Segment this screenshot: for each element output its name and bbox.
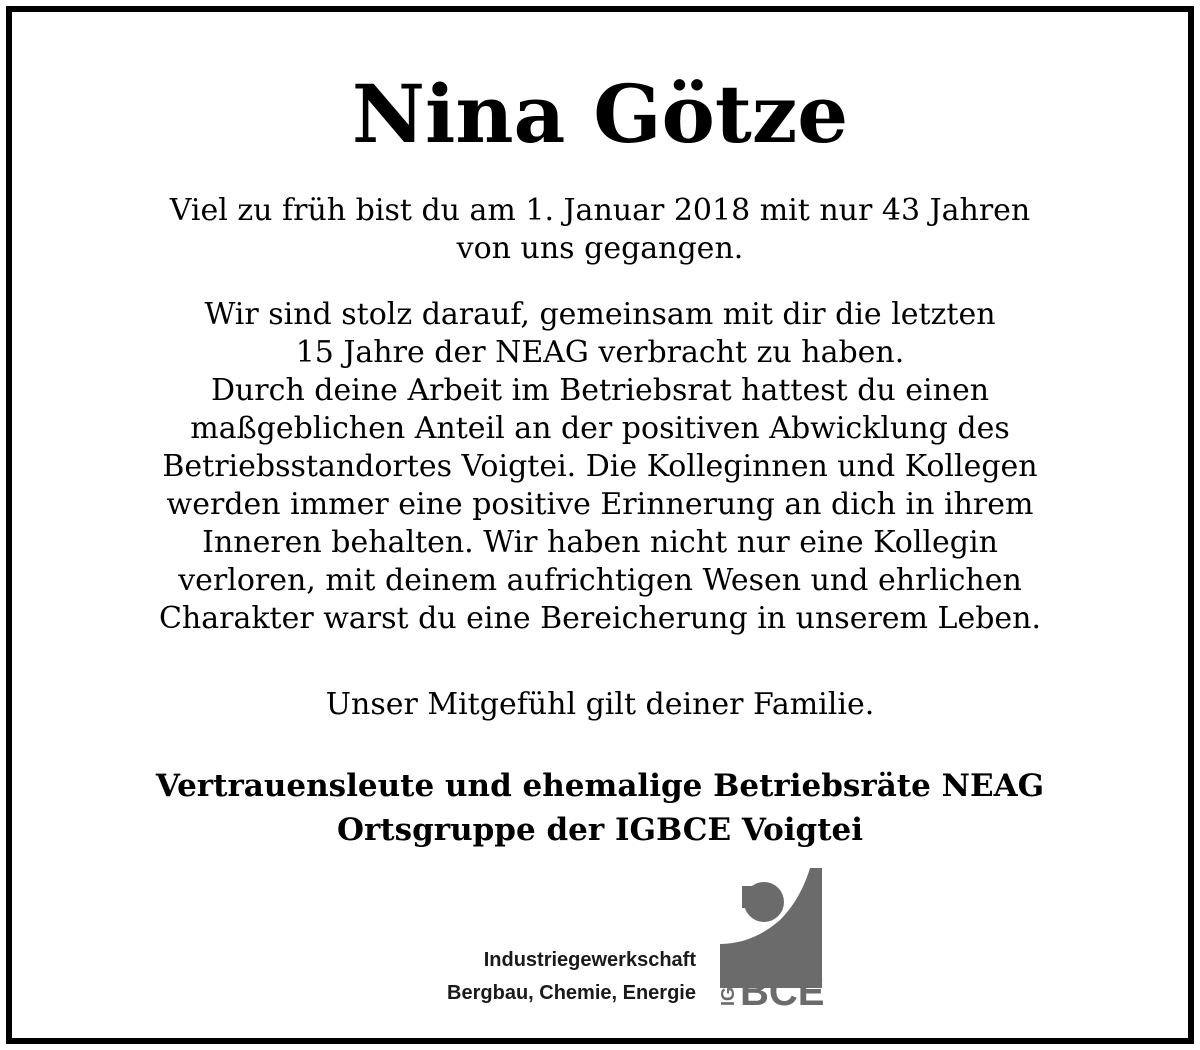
intro-paragraph <box>12 192 1188 268</box>
tribute-line: Durch deine Arbeit im Betriebsrat hattest du einen <box>210 373 990 408</box>
intro-line: von uns gegangen. <box>456 231 744 266</box>
tribute-line: Inneren behalten. Wir haben nicht nur eine Kollegin <box>202 525 998 560</box>
signature-block <box>12 764 1188 852</box>
signature-line: Ortsgruppe der IGBCE Voigtei <box>336 812 864 848</box>
tribute-line: maßgeblichen Anteil an der positiven Abwicklung des <box>190 411 1010 446</box>
tribute-line: Betriebsstandortes Voigtei. Die Kolleginnen und Kollegen <box>162 449 1038 484</box>
tribute-paragraph <box>12 296 1188 638</box>
condolence-paragraph <box>12 686 1188 724</box>
union-name-line: Bergbau, Chemie, Energie <box>447 982 696 1004</box>
tribute-line: werden immer eine positive Erinnerung an dich in ihrem <box>166 487 1034 522</box>
union-name-line: Industriegewerkschaft <box>483 949 696 971</box>
condolence-line: Unser Mitgefühl gilt deiner Familie. <box>325 687 875 722</box>
igbce-logo-icon <box>712 862 832 1012</box>
intro-line: Viel zu früh bist du am 1. Januar 2018 mit nur 43 Jahren <box>169 193 1031 228</box>
logo-mark-ig: IG <box>718 986 738 1006</box>
signature-line: Vertrauensleute und ehemalige Betriebsräte NEAG <box>155 768 1045 804</box>
union-name <box>447 944 696 1010</box>
obituary-frame <box>6 6 1194 1044</box>
tribute-line: Charakter warst du eine Bereicherung in unserem Leben. <box>158 601 1042 636</box>
deceased-name: Nina Götze <box>351 67 849 161</box>
logo-mark-bce: BCE <box>740 970 825 1012</box>
tribute-line: verloren, mit deinem aufrichtigen Wesen und ehrlichen <box>178 563 1022 598</box>
tribute-line: Wir sind stolz darauf, gemeinsam mit dir die letzten <box>204 297 996 332</box>
logo-shoulder-shape <box>742 886 752 908</box>
tribute-line: 15 Jahre der NEAG verbracht zu haben. <box>295 335 905 370</box>
